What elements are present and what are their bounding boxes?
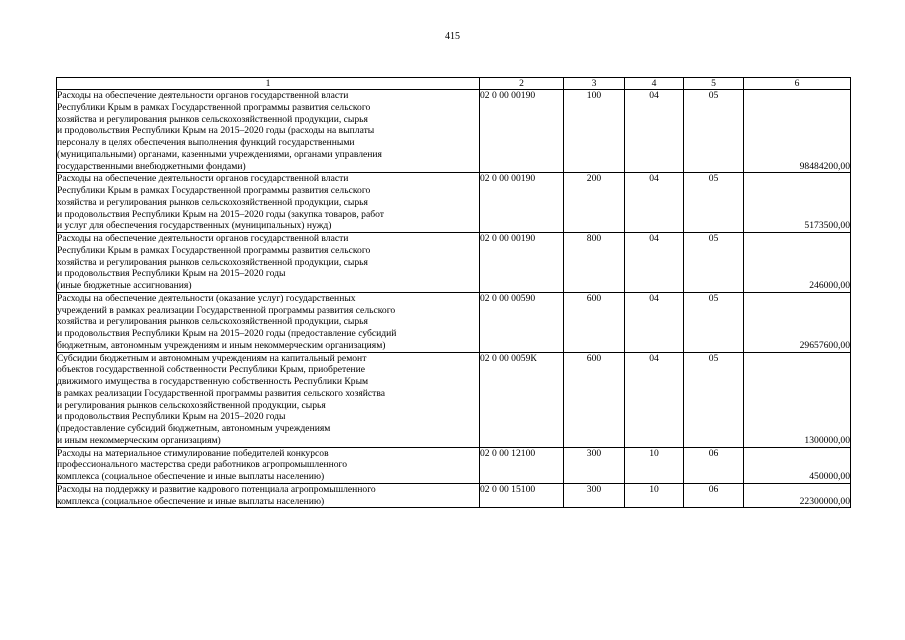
table-row	[57, 233, 851, 293]
table-row	[57, 447, 851, 483]
description-line: бюджетным, автономным учреждениям и иным некоммерческим организациям)	[57, 339, 386, 351]
description-line: и продовольствия Республики Крым на 2015–2020 годы (расходы на выплаты	[57, 125, 375, 137]
subsection-cell: 05	[684, 233, 744, 293]
code-cell: 02 0 00 00590	[480, 292, 564, 352]
section-cell: 04	[625, 90, 684, 173]
description-line: персоналу в целях обеспечения выполнения функций государственными	[57, 137, 355, 148]
amount-cell: 22300000,00	[744, 483, 851, 508]
budget-table	[56, 77, 851, 508]
amount-cell: 5173500,00	[744, 173, 851, 233]
section-cell: 04	[625, 173, 684, 233]
code-cell: 02 0 00 15100	[480, 483, 564, 508]
description-cell	[57, 90, 480, 173]
section-cell: 10	[625, 447, 684, 483]
description-line: и регулирования рынков сельскохозяйственной продукции, сырья	[57, 399, 326, 411]
description-cell	[57, 483, 480, 508]
description-line: хозяйства и регулирования рынков сельскохозяйственной продукции, сырья	[57, 113, 368, 125]
description-cell	[57, 173, 480, 233]
table-row	[57, 483, 851, 508]
description-cell	[57, 292, 480, 352]
description-cell	[57, 352, 480, 447]
description-line: Республики Крым в рамках Государственной программы развития сельского	[57, 244, 371, 256]
subsection-cell: 06	[684, 483, 744, 508]
description-line: и продовольствия Республики Крым на 2015–2020 годы (закупка товаров, работ	[57, 208, 384, 220]
section-cell: 04	[625, 292, 684, 352]
section-cell: 04	[625, 352, 684, 447]
description-line: и продовольствия Республики Крым на 2015–2020 годы (предоставление субсидий	[57, 328, 397, 339]
description-line: и услуг для обеспечения государственных (муниципальных) нужд)	[57, 220, 332, 232]
description-line: учреждений в рамках реализации Государственной программы развития сельского	[57, 304, 396, 316]
description-cell	[57, 447, 480, 483]
expense-type-cell: 300	[564, 447, 625, 483]
description-line: в рамках реализации Государственной программы развития сельского хозяйства	[57, 387, 386, 399]
description-line: комплекса (социальное обеспечение и иные выплаты населению)	[57, 495, 325, 507]
description-line: комплекса (социальное обеспечение и иные выплаты населению)	[57, 471, 325, 482]
amount-cell: 1300000,00	[744, 352, 851, 447]
expense-type-cell: 600	[564, 292, 625, 352]
subsection-cell: 05	[684, 292, 744, 352]
description-line: Расходы на обеспечение деятельности (оказание услуг) государственных	[57, 292, 356, 304]
table-row	[57, 90, 851, 173]
expense-type-cell: 100	[564, 90, 625, 173]
table-row	[57, 352, 851, 447]
table-row	[57, 173, 851, 233]
description-line: (предоставление субсидий бюджетным, автономным учреждениям	[57, 423, 331, 434]
header-cell-6: 6	[744, 78, 851, 90]
section-cell: 10	[625, 483, 684, 508]
description-line: профессионального мастерства среди работников агропромышленного	[57, 459, 348, 471]
code-cell: 02 0 00 00190	[480, 90, 564, 173]
amount-cell: 29657600,00	[744, 292, 851, 352]
expense-type-cell: 300	[564, 483, 625, 508]
header-cell-2: 2	[480, 78, 564, 90]
description-line: движимого имущества в государственную собственность Республики Крым	[57, 376, 369, 387]
table-row	[57, 292, 851, 352]
page-number: 415	[445, 31, 460, 42]
header-cell-5: 5	[684, 78, 744, 90]
code-cell: 02 0 00 12100	[480, 447, 564, 483]
description-line: (муниципальными) органами, казенными учреждениями, органами управления	[57, 148, 382, 160]
description-line: и продовольствия Республики Крым на 2015–2020 годы	[57, 268, 286, 280]
header-cell-1: 1	[57, 78, 480, 90]
description-line: Республики Крым в рамках Государственной программы развития сельского	[57, 185, 371, 196]
description-line: Субсидии бюджетным и автономным учреждениям на капитальный ремонт	[57, 352, 367, 364]
description-line: Республики Крым в рамках Государственной программы развития сельского	[57, 101, 371, 113]
amount-cell: 450000,00	[744, 447, 851, 483]
description-line: и продовольствия Республики Крым на 2015–2020 годы	[57, 411, 286, 423]
expense-type-cell: 800	[564, 233, 625, 293]
description-line: и иным некоммерческим организациям)	[57, 434, 221, 446]
description-line: хозяйства и регулирования рынков сельскохозяйственной продукции, сырья	[57, 196, 368, 208]
description-line: Расходы на обеспечение деятельности органов государственной власти	[57, 90, 349, 101]
header-cell-4: 4	[625, 78, 684, 90]
description-line: объектов государственной собственности Республики Крым, приобретение	[57, 364, 365, 376]
expense-type-cell: 600	[564, 352, 625, 447]
code-cell: 02 0 00 0059К	[480, 352, 564, 447]
subsection-cell: 05	[684, 90, 744, 173]
description-line: хозяйства и регулирования рынков сельскохозяйственной продукции, сырья	[57, 316, 368, 328]
amount-cell: 98484200,00	[744, 90, 851, 173]
description-line: Расходы на обеспечение деятельности органов государственной власти	[57, 173, 349, 185]
code-cell: 02 0 00 00190	[480, 233, 564, 293]
amount-cell: 246000,00	[744, 233, 851, 293]
description-cell	[57, 233, 480, 293]
subsection-cell: 05	[684, 352, 744, 447]
expense-type-cell: 200	[564, 173, 625, 233]
description-line: Расходы на поддержку и развитие кадрового потенциала агропромышленного	[57, 483, 376, 495]
description-line: Расходы на материальное стимулирование победителей конкурсов	[57, 447, 329, 459]
header-cell-3: 3	[564, 78, 625, 90]
header-row	[57, 78, 851, 90]
subsection-cell: 05	[684, 173, 744, 233]
section-cell: 04	[625, 233, 684, 293]
description-line: хозяйства и регулирования рынков сельскохозяйственной продукции, сырья	[57, 256, 368, 268]
description-line: государственными внебюджетными фондами)	[57, 160, 246, 172]
description-line: Расходы на обеспечение деятельности органов государственной власти	[57, 233, 349, 244]
description-line: (иные бюджетные ассигнования)	[57, 280, 192, 291]
subsection-cell: 06	[684, 447, 744, 483]
code-cell: 02 0 00 00190	[480, 173, 564, 233]
